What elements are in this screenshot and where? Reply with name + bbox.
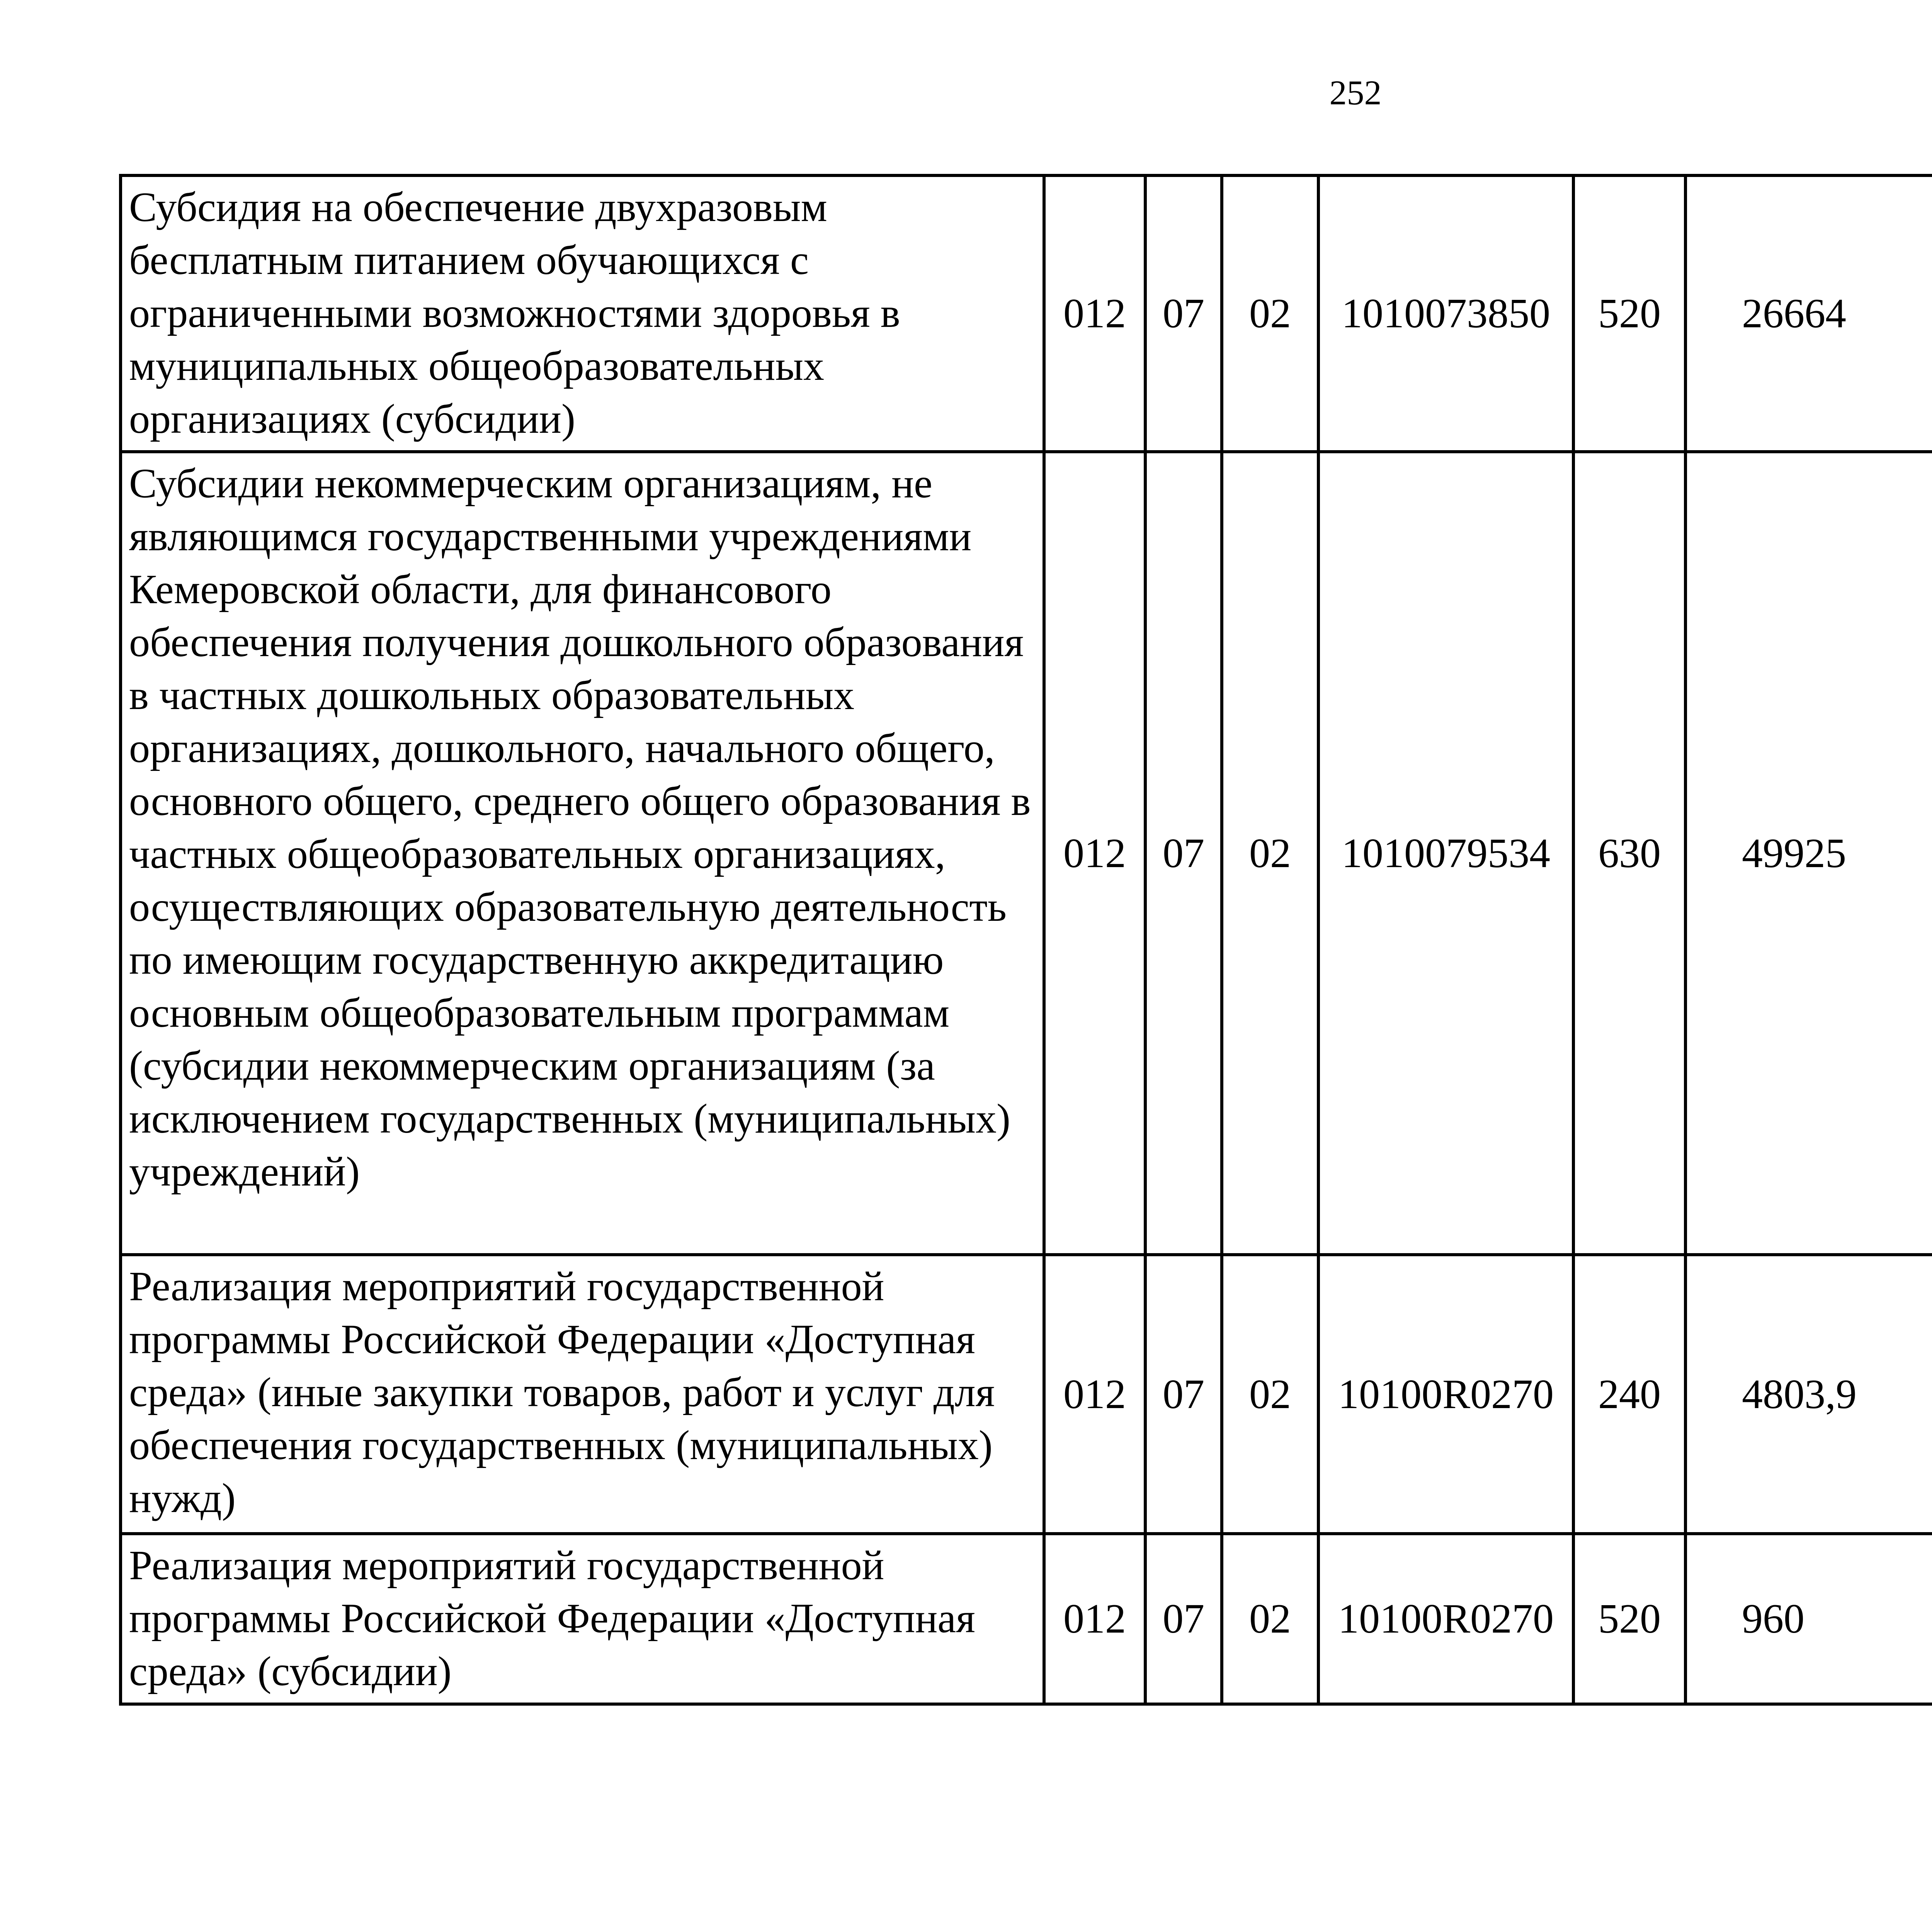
- amount-1-cell: 26664: [1685, 175, 1932, 452]
- expense-name-cell: Реализация мероприятий государственной программы Российской Федерации «Доступная среда» (субсидии): [121, 1534, 1044, 1704]
- table-row: [121, 1534, 1932, 1704]
- expense-name-cell: Реализация мероприятий государственной программы Российской Федерации «Доступная среда» (иные закупки товаров, работ и услуг для обеспечения государственных (муниципальных) нужд): [121, 1255, 1044, 1534]
- target-article-cell: 1010079534: [1318, 452, 1573, 1255]
- section-code-cell: 07: [1145, 1255, 1222, 1534]
- target-article-cell: 10100R0270: [1318, 1534, 1573, 1704]
- budget-table: [119, 174, 1932, 1706]
- amount-1-cell: 4803,9: [1685, 1255, 1932, 1534]
- expense-type-cell: 520: [1573, 1534, 1685, 1704]
- target-article-cell: 10100R0270: [1318, 1255, 1573, 1534]
- expense-type-cell: 520: [1573, 175, 1685, 452]
- expense-name-cell: Субсидии некоммерческим организациям, не являющимся государственными учреждениями Кемеровской области, для финансового обеспечения получения дошкольного образования в частных дошкольных образовательных организациях, дошкольного, начального общего, основного общего, среднего общего образования в частных общеобразовательных организациях, осуществляющих образовательную деятельность по имеющим государственную аккредитацию основным общеобразовательным программам (субсидии некоммерческим организациям (за исключением государственных (муниципальных) учреждений): [121, 452, 1044, 1255]
- amount-1-cell: 960: [1685, 1534, 1932, 1704]
- amount-1-cell: 49925: [1685, 452, 1932, 1255]
- page-number: 252: [1329, 74, 1382, 112]
- expense-type-cell: 630: [1573, 452, 1685, 1255]
- grbs-code-cell: 012: [1044, 175, 1145, 452]
- expense-type-cell: 240: [1573, 1255, 1685, 1534]
- table-row: [121, 1255, 1932, 1534]
- expense-name-cell: Субсидия на обеспечение двухразовым бесплатным питанием обучающихся с ограниченными возможностями здоровья в муниципальных общеобразовательных организациях (субсидии): [121, 175, 1044, 452]
- grbs-code-cell: 012: [1044, 1255, 1145, 1534]
- table-row: [121, 175, 1932, 452]
- section-code-cell: 07: [1145, 452, 1222, 1255]
- target-article-cell: 1010073850: [1318, 175, 1573, 452]
- subsection-code-cell: 02: [1222, 452, 1318, 1255]
- subsection-code-cell: 02: [1222, 175, 1318, 452]
- section-code-cell: 07: [1145, 175, 1222, 452]
- table-row: [121, 452, 1932, 1255]
- grbs-code-cell: 012: [1044, 452, 1145, 1255]
- subsection-code-cell: 02: [1222, 1534, 1318, 1704]
- grbs-code-cell: 012: [1044, 1534, 1145, 1704]
- subsection-code-cell: 02: [1222, 1255, 1318, 1534]
- section-code-cell: 07: [1145, 1534, 1222, 1704]
